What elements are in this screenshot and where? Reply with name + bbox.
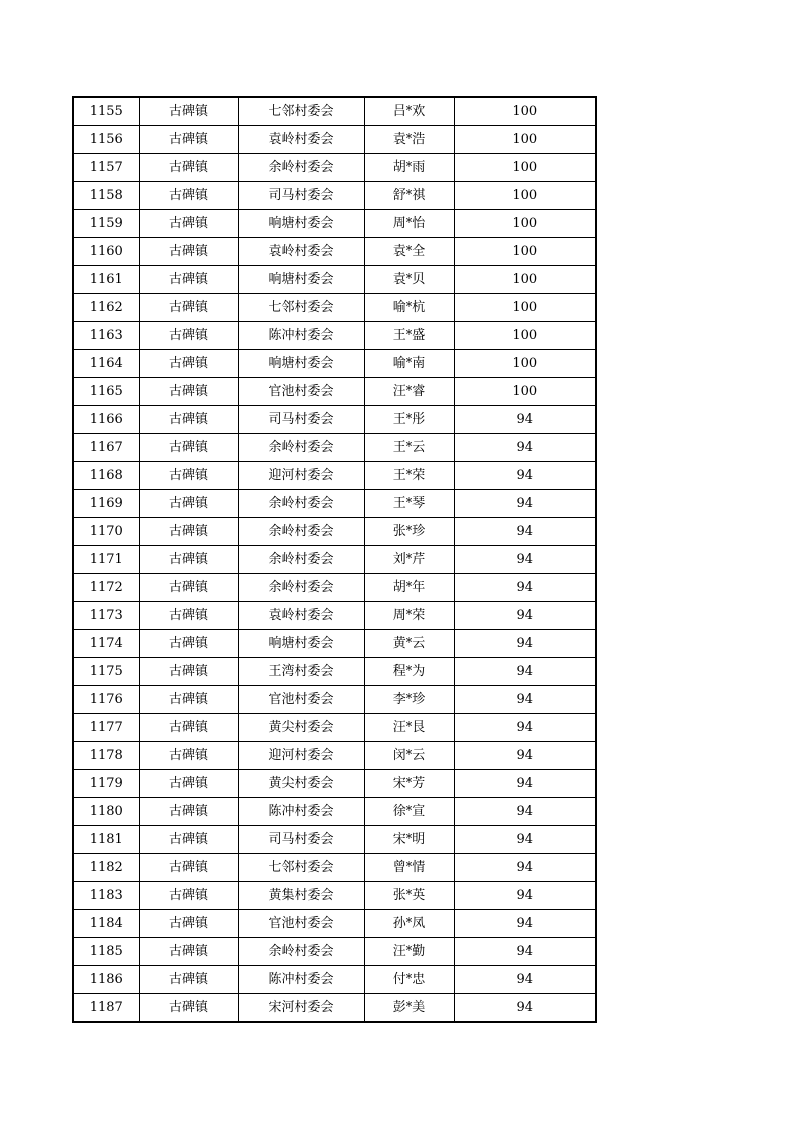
score-cell: 94: [454, 882, 596, 910]
score-cell: 94: [454, 574, 596, 602]
person-name-cell: 程*为: [364, 658, 454, 686]
row-number-cell: 1184: [73, 910, 139, 938]
village-committee-cell: 迎河村委会: [238, 742, 364, 770]
village-committee-cell: 官池村委会: [238, 378, 364, 406]
row-number-cell: 1173: [73, 602, 139, 630]
town-cell: 古碑镇: [139, 126, 238, 154]
table-row: [73, 658, 596, 686]
score-cell: 94: [454, 630, 596, 658]
score-cell: 94: [454, 462, 596, 490]
person-name-cell: 喻*杭: [364, 294, 454, 322]
table-row: [73, 350, 596, 378]
village-committee-cell: 王湾村委会: [238, 658, 364, 686]
table-row: [73, 910, 596, 938]
table-row: [73, 238, 596, 266]
row-number-cell: 1183: [73, 882, 139, 910]
row-number-cell: 1166: [73, 406, 139, 434]
score-cell: 100: [454, 126, 596, 154]
village-committee-cell: 响塘村委会: [238, 630, 364, 658]
row-number-cell: 1162: [73, 294, 139, 322]
score-cell: 94: [454, 798, 596, 826]
village-committee-cell: 七邻村委会: [238, 854, 364, 882]
table-row: [73, 686, 596, 714]
town-cell: 古碑镇: [139, 658, 238, 686]
town-cell: 古碑镇: [139, 742, 238, 770]
town-cell: 古碑镇: [139, 798, 238, 826]
table-row: [73, 882, 596, 910]
score-cell: 94: [454, 966, 596, 994]
table-row: [73, 602, 596, 630]
town-cell: 古碑镇: [139, 210, 238, 238]
table-row: [73, 714, 596, 742]
town-cell: 古碑镇: [139, 714, 238, 742]
person-name-cell: 舒*祺: [364, 182, 454, 210]
town-cell: 古碑镇: [139, 406, 238, 434]
row-number-cell: 1167: [73, 434, 139, 462]
score-cell: 100: [454, 350, 596, 378]
score-cell: 100: [454, 97, 596, 126]
village-committee-cell: 袁岭村委会: [238, 126, 364, 154]
table-row: [73, 154, 596, 182]
table-row: [73, 97, 596, 126]
table-row: [73, 210, 596, 238]
town-cell: 古碑镇: [139, 686, 238, 714]
town-cell: 古碑镇: [139, 518, 238, 546]
row-number-cell: 1185: [73, 938, 139, 966]
person-name-cell: 李*珍: [364, 686, 454, 714]
village-committee-cell: 余岭村委会: [238, 574, 364, 602]
village-committee-cell: 余岭村委会: [238, 938, 364, 966]
table-row: [73, 994, 596, 1023]
village-committee-cell: 司马村委会: [238, 826, 364, 854]
score-cell: 94: [454, 686, 596, 714]
town-cell: 古碑镇: [139, 154, 238, 182]
village-committee-cell: 宋河村委会: [238, 994, 364, 1023]
village-committee-cell: 官池村委会: [238, 910, 364, 938]
score-cell: 100: [454, 210, 596, 238]
person-name-cell: 汪*勤: [364, 938, 454, 966]
row-number-cell: 1176: [73, 686, 139, 714]
town-cell: 古碑镇: [139, 97, 238, 126]
person-name-cell: 吕*欢: [364, 97, 454, 126]
score-cell: 94: [454, 770, 596, 798]
table-row: [73, 854, 596, 882]
person-name-cell: 王*盛: [364, 322, 454, 350]
table-row: [73, 798, 596, 826]
score-cell: 94: [454, 714, 596, 742]
person-name-cell: 徐*宣: [364, 798, 454, 826]
row-number-cell: 1171: [73, 546, 139, 574]
person-name-cell: 刘*芹: [364, 546, 454, 574]
table-row: [73, 966, 596, 994]
row-number-cell: 1182: [73, 854, 139, 882]
village-committee-cell: 响塘村委会: [238, 266, 364, 294]
person-name-cell: 周*荣: [364, 602, 454, 630]
table-row: [73, 630, 596, 658]
row-number-cell: 1180: [73, 798, 139, 826]
village-committee-cell: 余岭村委会: [238, 518, 364, 546]
village-committee-cell: 官池村委会: [238, 686, 364, 714]
row-number-cell: 1186: [73, 966, 139, 994]
row-number-cell: 1161: [73, 266, 139, 294]
score-cell: 94: [454, 854, 596, 882]
town-cell: 古碑镇: [139, 938, 238, 966]
row-number-cell: 1168: [73, 462, 139, 490]
village-committee-cell: 七邻村委会: [238, 294, 364, 322]
row-number-cell: 1179: [73, 770, 139, 798]
person-name-cell: 喻*南: [364, 350, 454, 378]
person-name-cell: 闵*云: [364, 742, 454, 770]
row-number-cell: 1172: [73, 574, 139, 602]
person-name-cell: 宋*明: [364, 826, 454, 854]
score-cell: 100: [454, 378, 596, 406]
row-number-cell: 1159: [73, 210, 139, 238]
town-cell: 古碑镇: [139, 294, 238, 322]
village-committee-cell: 响塘村委会: [238, 210, 364, 238]
village-committee-cell: 司马村委会: [238, 406, 364, 434]
table-row: [73, 434, 596, 462]
score-cell: 100: [454, 154, 596, 182]
row-number-cell: 1156: [73, 126, 139, 154]
score-cell: 94: [454, 406, 596, 434]
row-number-cell: 1164: [73, 350, 139, 378]
person-name-cell: 宋*芳: [364, 770, 454, 798]
town-cell: 古碑镇: [139, 770, 238, 798]
table-row: [73, 518, 596, 546]
person-name-cell: 袁*浩: [364, 126, 454, 154]
person-name-cell: 周*怡: [364, 210, 454, 238]
person-name-cell: 王*彤: [364, 406, 454, 434]
table-row: [73, 742, 596, 770]
score-cell: 100: [454, 182, 596, 210]
row-number-cell: 1178: [73, 742, 139, 770]
town-cell: 古碑镇: [139, 910, 238, 938]
person-name-cell: 张*珍: [364, 518, 454, 546]
score-cell: 94: [454, 546, 596, 574]
person-name-cell: 付*忠: [364, 966, 454, 994]
town-cell: 古碑镇: [139, 238, 238, 266]
town-cell: 古碑镇: [139, 602, 238, 630]
town-cell: 古碑镇: [139, 546, 238, 574]
person-name-cell: 汪*艮: [364, 714, 454, 742]
person-name-cell: 彭*美: [364, 994, 454, 1023]
row-number-cell: 1174: [73, 630, 139, 658]
village-committee-cell: 袁岭村委会: [238, 602, 364, 630]
village-committee-cell: 余岭村委会: [238, 154, 364, 182]
score-cell: 94: [454, 658, 596, 686]
table-row: [73, 462, 596, 490]
town-cell: 古碑镇: [139, 490, 238, 518]
village-committee-cell: 陈冲村委会: [238, 322, 364, 350]
row-number-cell: 1181: [73, 826, 139, 854]
table-row: [73, 322, 596, 350]
village-committee-cell: 余岭村委会: [238, 490, 364, 518]
score-cell: 94: [454, 742, 596, 770]
row-number-cell: 1169: [73, 490, 139, 518]
village-committee-cell: 余岭村委会: [238, 434, 364, 462]
village-committee-cell: 响塘村委会: [238, 350, 364, 378]
score-cell: 94: [454, 518, 596, 546]
town-cell: 古碑镇: [139, 182, 238, 210]
village-committee-cell: 黄尖村委会: [238, 770, 364, 798]
row-number-cell: 1158: [73, 182, 139, 210]
town-cell: 古碑镇: [139, 266, 238, 294]
person-name-cell: 张*英: [364, 882, 454, 910]
row-number-cell: 1175: [73, 658, 139, 686]
person-name-cell: 黄*云: [364, 630, 454, 658]
score-cell: 94: [454, 826, 596, 854]
table-row: [73, 546, 596, 574]
table-row: [73, 182, 596, 210]
town-cell: 古碑镇: [139, 882, 238, 910]
table-row: [73, 126, 596, 154]
town-cell: 古碑镇: [139, 322, 238, 350]
row-number-cell: 1155: [73, 97, 139, 126]
score-cell: 94: [454, 910, 596, 938]
person-name-cell: 汪*睿: [364, 378, 454, 406]
town-cell: 古碑镇: [139, 378, 238, 406]
table-row: [73, 294, 596, 322]
person-name-cell: 胡*雨: [364, 154, 454, 182]
table-row: [73, 266, 596, 294]
score-cell: 94: [454, 938, 596, 966]
village-committee-cell: 七邻村委会: [238, 97, 364, 126]
table-row: [73, 938, 596, 966]
roster-table: [72, 96, 597, 1023]
table-row: [73, 574, 596, 602]
score-cell: 94: [454, 490, 596, 518]
row-number-cell: 1160: [73, 238, 139, 266]
row-number-cell: 1177: [73, 714, 139, 742]
table-row: [73, 770, 596, 798]
row-number-cell: 1170: [73, 518, 139, 546]
table-row: [73, 826, 596, 854]
town-cell: 古碑镇: [139, 350, 238, 378]
village-committee-cell: 余岭村委会: [238, 546, 364, 574]
town-cell: 古碑镇: [139, 854, 238, 882]
person-name-cell: 孙*凤: [364, 910, 454, 938]
table-row: [73, 378, 596, 406]
score-cell: 94: [454, 994, 596, 1023]
score-cell: 94: [454, 434, 596, 462]
village-committee-cell: 黄集村委会: [238, 882, 364, 910]
row-number-cell: 1163: [73, 322, 139, 350]
person-name-cell: 王*荣: [364, 462, 454, 490]
town-cell: 古碑镇: [139, 434, 238, 462]
score-cell: 100: [454, 294, 596, 322]
row-number-cell: 1187: [73, 994, 139, 1023]
score-cell: 94: [454, 602, 596, 630]
score-cell: 100: [454, 322, 596, 350]
town-cell: 古碑镇: [139, 994, 238, 1023]
town-cell: 古碑镇: [139, 462, 238, 490]
roster-table-body: [73, 97, 596, 1022]
person-name-cell: 王*琴: [364, 490, 454, 518]
score-cell: 100: [454, 238, 596, 266]
person-name-cell: 曾*情: [364, 854, 454, 882]
person-name-cell: 袁*贝: [364, 266, 454, 294]
row-number-cell: 1165: [73, 378, 139, 406]
person-name-cell: 胡*年: [364, 574, 454, 602]
village-committee-cell: 黄尖村委会: [238, 714, 364, 742]
village-committee-cell: 袁岭村委会: [238, 238, 364, 266]
town-cell: 古碑镇: [139, 966, 238, 994]
town-cell: 古碑镇: [139, 630, 238, 658]
town-cell: 古碑镇: [139, 574, 238, 602]
village-committee-cell: 陈冲村委会: [238, 966, 364, 994]
village-committee-cell: 司马村委会: [238, 182, 364, 210]
row-number-cell: 1157: [73, 154, 139, 182]
table-row: [73, 490, 596, 518]
person-name-cell: 王*云: [364, 434, 454, 462]
score-cell: 100: [454, 266, 596, 294]
table-row: [73, 406, 596, 434]
village-committee-cell: 迎河村委会: [238, 462, 364, 490]
person-name-cell: 袁*全: [364, 238, 454, 266]
village-committee-cell: 陈冲村委会: [238, 798, 364, 826]
town-cell: 古碑镇: [139, 826, 238, 854]
